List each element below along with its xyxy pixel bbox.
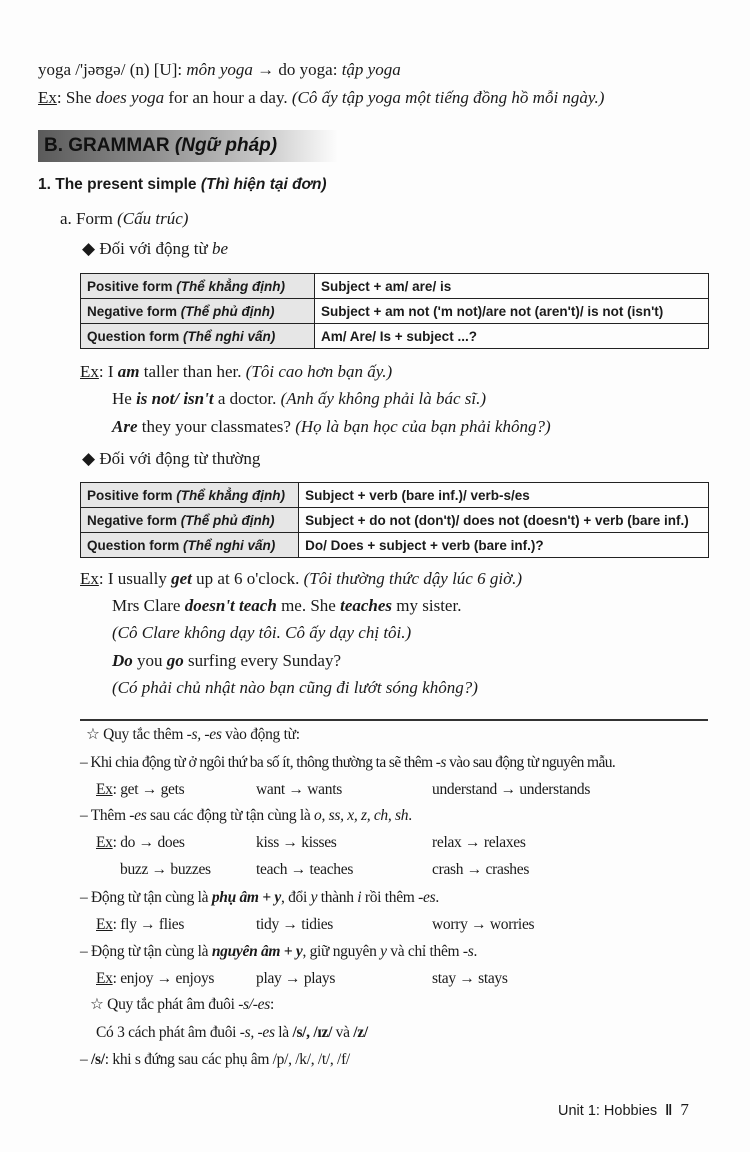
example-sentence — [112, 622, 411, 644]
text-segment: , giữ nguyên — [302, 943, 381, 960]
rule-line — [80, 1049, 350, 1071]
text-segment: ☆ Quy tắc thêm — [86, 726, 187, 743]
text-segment: : fly → flies — [112, 916, 185, 933]
text-segment: yoga /'jəʊgə/ (n) [U]: — [38, 60, 187, 79]
text-segment: a doctor. — [213, 389, 281, 408]
form-label — [81, 274, 315, 299]
rule-line — [80, 805, 412, 827]
text-segment: buzz → buzzes — [120, 861, 211, 878]
text-segment: /s/ — [91, 1051, 105, 1068]
text-segment: và chỉ thêm — [386, 943, 463, 960]
text-segment: am — [117, 362, 140, 381]
text-segment: Ex — [80, 569, 99, 588]
bullet-be — [82, 238, 228, 260]
example-sentence — [112, 595, 461, 617]
text-segment: – — [80, 1051, 92, 1068]
text-segment: Are — [112, 417, 138, 436]
rule-example — [96, 968, 256, 990]
form-name-vi: (Thể khẳng định) — [176, 278, 286, 294]
text-segment: does yoga — [95, 88, 165, 107]
section-heading-present-simple — [38, 176, 327, 194]
form-name-vi: (Thể phủ định) — [180, 512, 275, 528]
example-sentence — [80, 361, 392, 383]
table-row — [81, 533, 709, 558]
text-segment: -es — [418, 889, 436, 906]
text-segment: vào sau động từ nguyên mẫu. — [445, 754, 616, 771]
text-segment: phụ âm + y — [211, 889, 281, 906]
form-name: Negative form — [87, 303, 181, 319]
text-segment: ☆ Quy tắc phát âm đuôi — [90, 996, 239, 1013]
vocab-entry — [38, 59, 401, 81]
rule-example-row — [0, 859, 750, 881]
text-segment: y — [380, 943, 387, 960]
table-be-forms — [80, 273, 709, 349]
text-segment: -s/-es — [238, 996, 270, 1013]
text-segment: (Có phải chủ nhật nào bạn cũng đi lướt sóng không?) — [112, 678, 478, 697]
form-name: Positive form — [87, 487, 177, 503]
rule-line — [80, 941, 477, 963]
form-name: Positive form — [87, 278, 177, 294]
text-segment: (Cô ấy tập yoga một tiếng đồng hồ mỗi ngày.) — [291, 88, 605, 107]
text-segment: a. Form — [60, 209, 118, 228]
rule-line — [90, 994, 274, 1016]
form-name: Question form — [87, 537, 184, 553]
rule-line — [86, 724, 300, 746]
rule-line — [96, 1022, 368, 1044]
table-row — [81, 299, 709, 324]
form-name-vi: (Thể nghi vấn) — [183, 537, 276, 553]
text-segment: → do yoga: — [252, 60, 342, 79]
text-segment: Có 3 cách phát âm đuôi — [96, 1024, 240, 1041]
rule-example: crash → crashes — [432, 861, 530, 878]
text-segment: Ex — [96, 834, 113, 851]
text-segment: o, ss, x, z, ch, sh — [314, 807, 409, 824]
text-segment: : She — [56, 88, 96, 107]
text-segment: , đổi — [280, 889, 311, 906]
text-segment: y — [310, 889, 318, 906]
rule-line — [80, 887, 439, 909]
heading-text: 1. The present simple — [38, 176, 201, 193]
rule-example: kiss → kisses — [256, 834, 337, 851]
text-segment: -s, -es — [186, 726, 222, 743]
text-segment: doesn't teach — [184, 596, 277, 615]
text-segment: : do → does — [112, 834, 185, 851]
text-segment: be — [211, 239, 229, 258]
text-segment: và — [332, 1024, 354, 1041]
text-segment: môn yoga — [186, 60, 253, 79]
text-segment: – Thêm — [80, 807, 130, 824]
footer-separator: ‖ — [665, 1103, 673, 1119]
rule-example — [96, 832, 256, 854]
divider — [80, 719, 708, 721]
vocab-example — [38, 87, 604, 109]
text-segment: they your classmates? — [137, 417, 296, 436]
form-structure: Subject + am not ('m not)/are not (aren't)/ is not (isn't) — [315, 299, 709, 324]
text-segment: : get → gets — [112, 781, 185, 798]
text-segment: Ex — [96, 916, 113, 933]
text-segment: teaches — [340, 596, 393, 615]
rule-example: worry → worries — [432, 916, 535, 933]
example-sentence — [112, 416, 551, 438]
text-segment: sau các động từ tận cùng là — [146, 807, 315, 824]
text-segment: (Cấu trúc) — [117, 209, 189, 228]
text-segment: /z/ — [353, 1024, 368, 1041]
rule-example — [96, 914, 256, 936]
banner-title: B. GRAMMAR — [44, 135, 175, 156]
section-banner-grammar — [38, 130, 338, 162]
form-name: Question form — [87, 328, 184, 344]
text-segment: go — [166, 651, 184, 670]
text-segment: ◆ Đối với động từ — [82, 239, 212, 258]
text-segment: là — [274, 1024, 293, 1041]
text-segment: get — [171, 569, 192, 588]
text-segment: -s — [462, 943, 474, 960]
text-segment: -s — [435, 754, 446, 771]
form-structure: Subject + verb (bare inf.)/ verb-s/es — [299, 483, 709, 508]
form-label — [81, 508, 299, 533]
text-segment: -s, -es — [239, 1024, 275, 1041]
text-segment: : I — [98, 362, 118, 381]
text-segment: (Cô Clare không dạy tôi. Cô ấy dạy chị tôi.) — [112, 623, 412, 642]
form-name-vi: (Thể nghi vấn) — [183, 328, 276, 344]
text-segment: . — [473, 943, 478, 960]
table-row — [81, 324, 709, 349]
example-sentence — [112, 650, 341, 672]
form-name-vi: (Thể phủ định) — [180, 303, 275, 319]
text-segment: – Động từ tận cùng là — [80, 943, 212, 960]
form-name: Negative form — [87, 512, 181, 528]
subheading-form — [60, 208, 188, 230]
text-segment: tập yoga — [341, 60, 401, 79]
table-row — [81, 483, 709, 508]
table-regular-forms — [80, 482, 709, 558]
text-segment: . — [408, 807, 412, 824]
form-label — [81, 533, 299, 558]
rule-line — [80, 752, 615, 774]
text-segment: taller than her. — [139, 362, 246, 381]
text-segment: nguyên âm + y — [211, 943, 303, 960]
text-segment: Ex — [80, 362, 99, 381]
table-row — [81, 274, 709, 299]
rule-example: want → wants — [256, 781, 342, 798]
text-segment: /s/, /ɪz/ — [292, 1024, 333, 1041]
text-segment: (Tôi thường thức dậy lúc 6 giờ.) — [303, 569, 523, 588]
rule-example: stay → stays — [432, 970, 508, 987]
text-segment: – Khi chia động từ ở ngôi thứ ba số ít, thông thường ta sẽ thêm — [80, 754, 436, 771]
text-segment: rồi thêm — [361, 889, 419, 906]
example-sentence — [80, 568, 522, 590]
text-segment: Mrs Clare — [112, 596, 185, 615]
text-segment: Ex — [96, 781, 113, 798]
rule-example-row — [0, 779, 750, 801]
text-segment: for an hour a day. — [164, 88, 292, 107]
text-segment: ◆ Đối với động từ thường — [82, 449, 261, 468]
rule-example: teach → teaches — [256, 861, 354, 878]
form-label — [81, 324, 315, 349]
rule-example: relax → relaxes — [432, 834, 526, 851]
form-name-vi: (Thể khẳng định) — [176, 487, 286, 503]
page-number: 7 — [680, 1100, 689, 1119]
rule-example: play → plays — [256, 970, 336, 987]
text-segment: is not/ isn't — [136, 389, 214, 408]
rule-example-row — [0, 914, 750, 936]
page-footer — [558, 1100, 689, 1120]
text-segment: my sister. — [392, 596, 462, 615]
bullet-regular — [82, 448, 260, 470]
text-segment: i — [357, 889, 362, 906]
text-segment: you — [132, 651, 167, 670]
rule-example: tidy → tidies — [256, 916, 334, 933]
text-segment: surfing every Sunday? — [183, 651, 341, 670]
example-sentence — [112, 677, 478, 699]
table-row — [81, 508, 709, 533]
text-segment: (Họ là bạn học của bạn phải không?) — [295, 417, 551, 436]
unit-label: Unit 1: Hobbies — [558, 1103, 658, 1119]
text-segment: Do — [112, 651, 133, 670]
text-segment: -es — [129, 807, 147, 824]
rule-example: understand → understands — [432, 781, 591, 798]
example-sentence — [112, 388, 486, 410]
text-segment: (Tôi cao hơn bạn ấy.) — [245, 362, 393, 381]
text-segment: Ex — [38, 88, 57, 107]
form-structure: Subject + do not (don't)/ does not (doesn't) + verb (bare inf.) — [299, 508, 709, 533]
text-segment: Ex — [96, 970, 113, 987]
form-structure: Am/ Are/ Is + subject ...? — [315, 324, 709, 349]
rule-example-row — [0, 832, 750, 854]
text-segment: (Anh ấy không phải là bác sĩ.) — [280, 389, 486, 408]
text-segment: : I usually — [98, 569, 172, 588]
text-segment: He — [112, 389, 137, 408]
text-segment: : enjoy → enjoys — [112, 970, 215, 987]
heading-text-vi: (Thì hiện tại đơn) — [200, 176, 327, 193]
banner-text — [44, 135, 277, 157]
rule-example-row — [0, 968, 750, 990]
text-segment: : — [269, 996, 274, 1013]
text-segment: . — [435, 889, 439, 906]
text-segment: – Động từ tận cùng là — [80, 889, 212, 906]
text-segment: vào động từ: — [221, 726, 300, 743]
text-segment: up at 6 o'clock. — [191, 569, 304, 588]
rule-example — [96, 779, 256, 801]
form-label — [81, 299, 315, 324]
text-segment: me. She — [276, 596, 341, 615]
banner-title-vi: (Ngữ pháp) — [174, 135, 278, 156]
form-structure: Subject + am/ are/ is — [315, 274, 709, 299]
text-segment: thành — [317, 889, 358, 906]
form-structure: Do/ Does + subject + verb (bare inf.)? — [299, 533, 709, 558]
text-segment: : khi s đứng sau các phụ âm /p/, /k/, /t/, /f/ — [104, 1051, 350, 1068]
form-label — [81, 483, 299, 508]
